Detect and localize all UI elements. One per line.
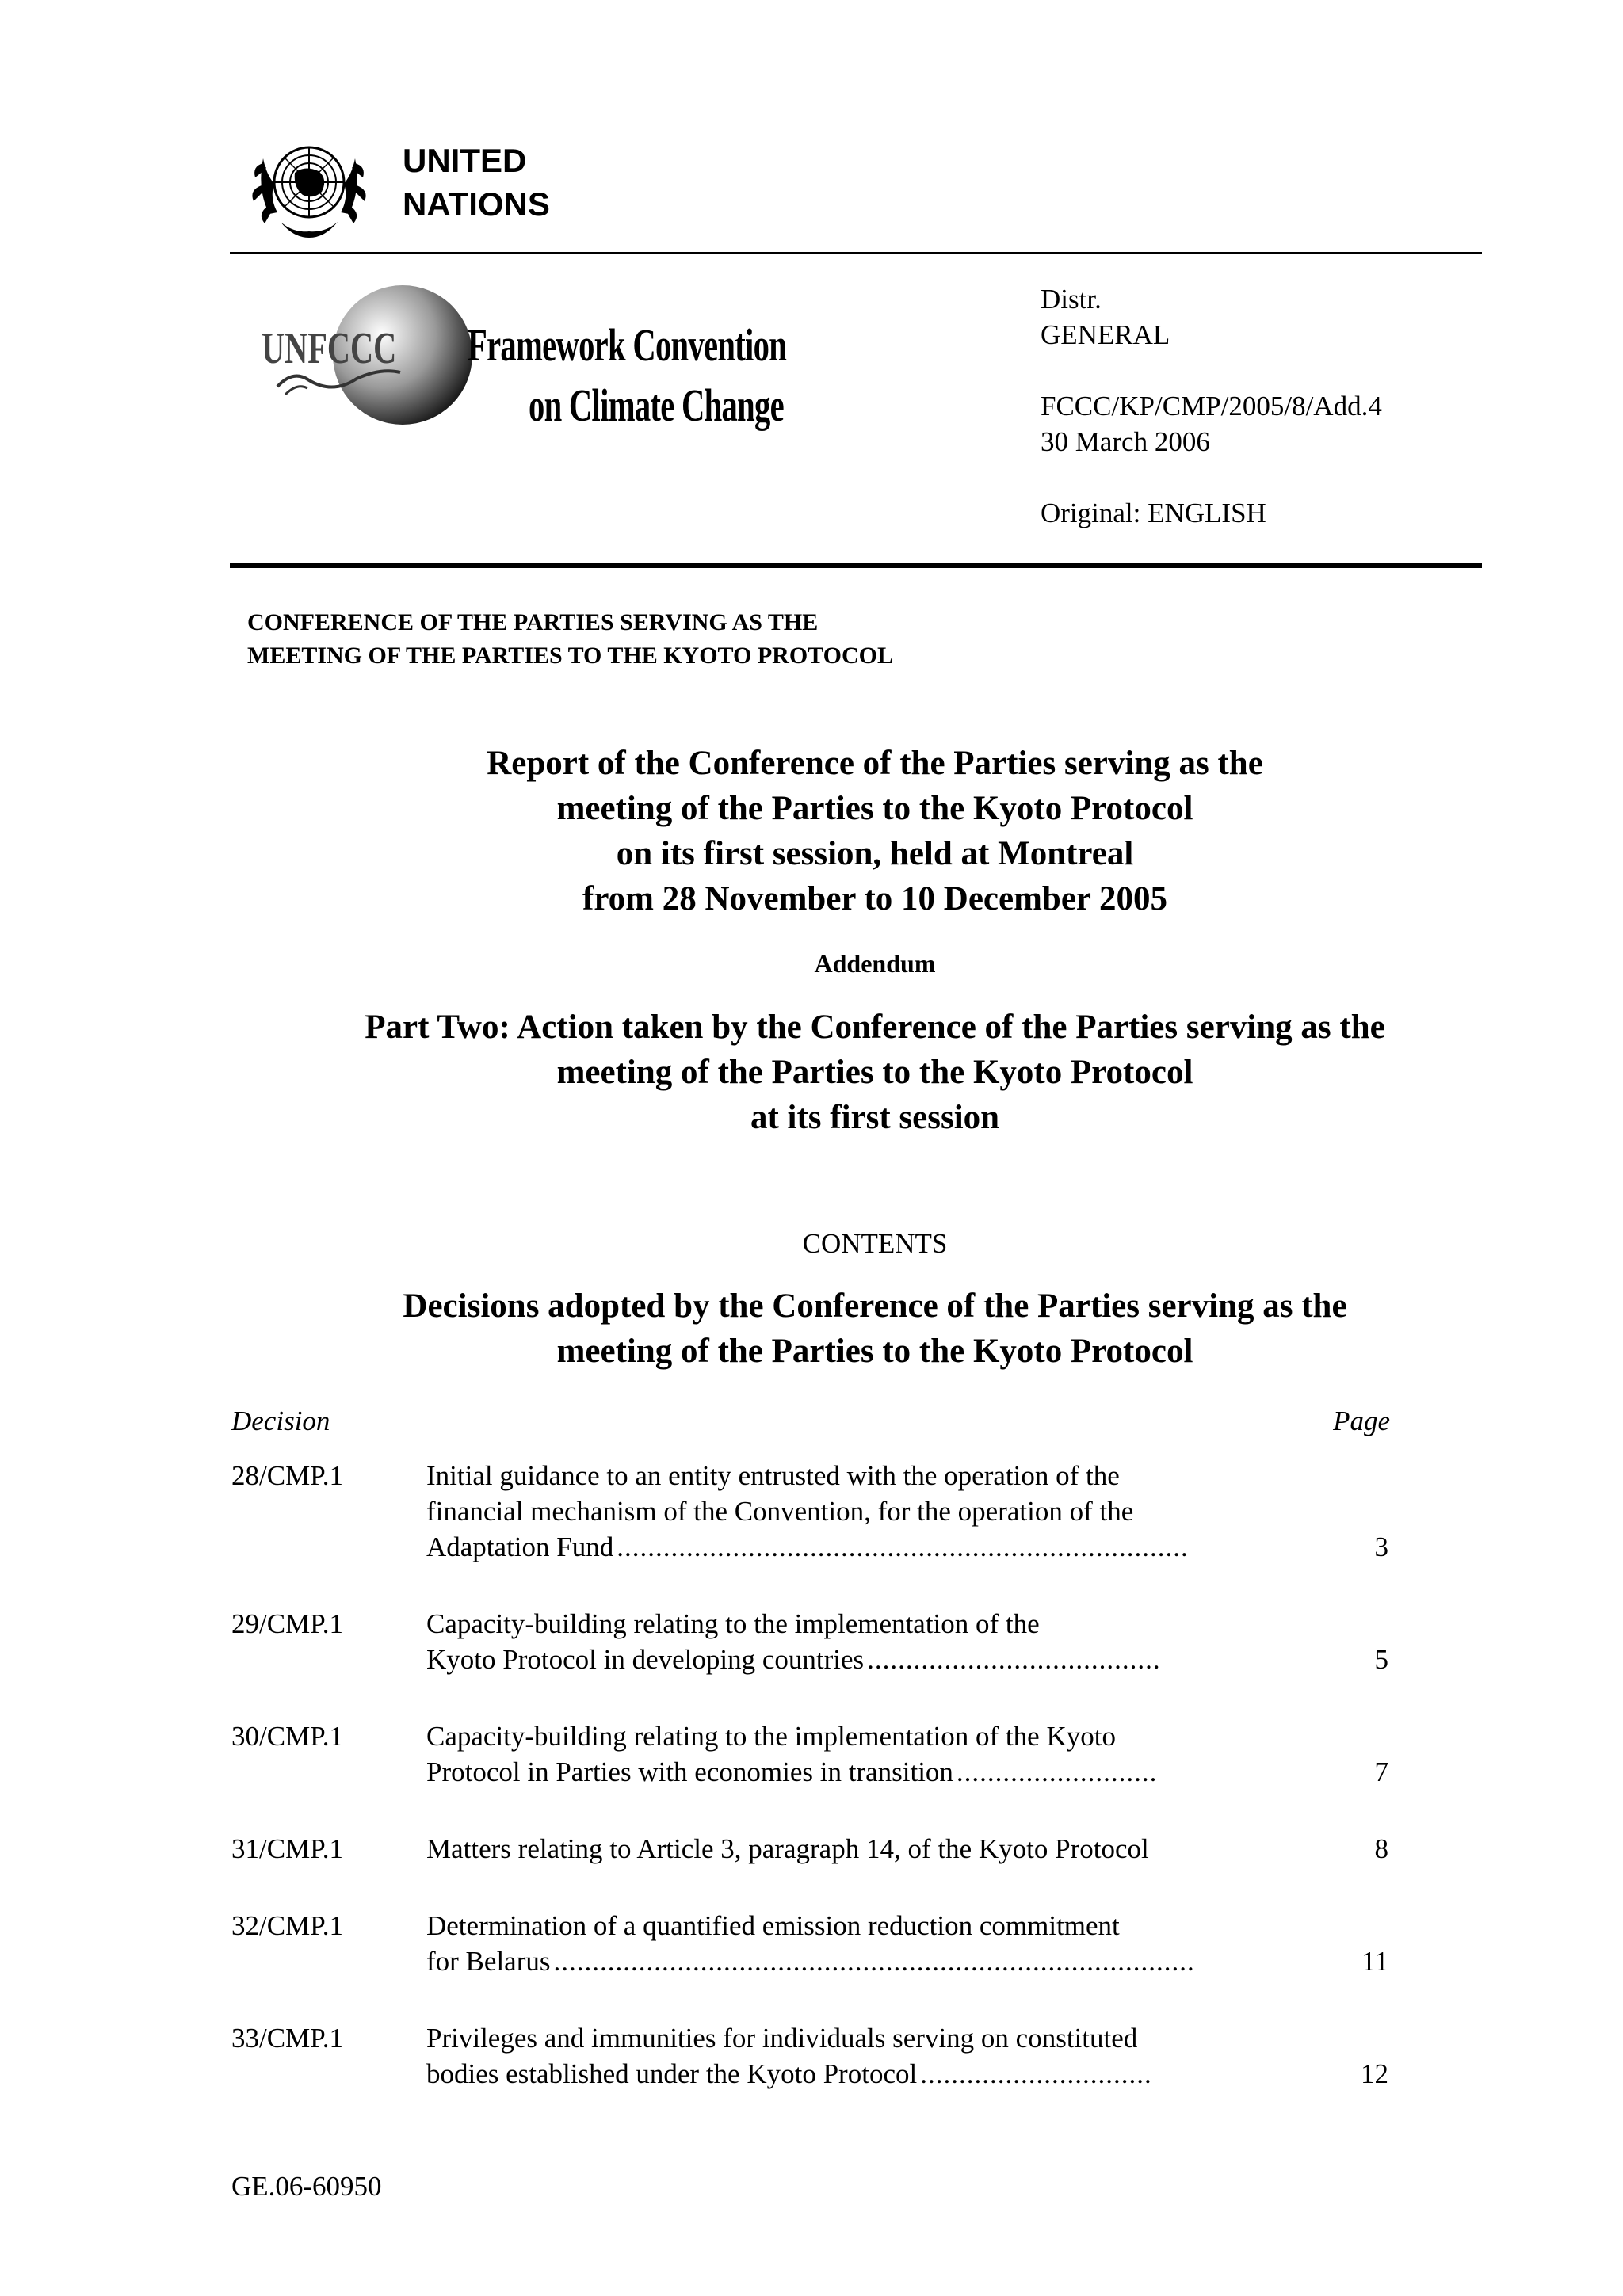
conference-heading-line2: MEETING OF THE PARTIES TO THE KYOTO PROTOCOL — [247, 643, 893, 669]
conference-heading — [247, 606, 893, 673]
decisions-title — [0, 1283, 1623, 1374]
page-number: 12 — [1361, 2058, 1388, 2089]
part-two-line1: Part Two: Action taken by the Conference of the Parties serving as the — [365, 1009, 1385, 1046]
distr-general: GENERAL — [1041, 319, 1170, 350]
un-name — [403, 139, 550, 226]
dot-leader: .......................... — [956, 1756, 1158, 1787]
decision-number: 29/CMP.1 — [231, 1608, 344, 1639]
decision-title — [426, 1458, 1219, 1565]
contents-row — [231, 1831, 1388, 1867]
unfccc-name-line2: on Climate Change — [529, 379, 784, 431]
decision-title-line: Adaptation Fund — [426, 1531, 614, 1562]
decision-title-line: Privileges and immunities for individuals serving on constituted — [426, 2023, 1138, 2054]
report-title — [0, 741, 1623, 921]
contents-row — [231, 1458, 1388, 1565]
decision-title — [426, 1831, 1219, 1867]
report-title-line3: on its first session, held at Montreal — [616, 835, 1134, 872]
decision-title-line: Capacity-building relating to the implementation of the — [426, 1608, 1040, 1639]
decision-title-line: Protocol in Parties with economies in transition — [426, 1756, 953, 1787]
decision-title-line: Determination of a quantified emission reduction commitment — [426, 1910, 1120, 1941]
column-header-page: Page — [1333, 1405, 1390, 1436]
decision-title-line: for Belarus — [426, 1946, 551, 1977]
decision-title-last-line — [426, 1831, 1219, 1867]
decision-title-line: financial mechanism of the Convention, for the operation of the — [426, 1496, 1134, 1527]
decision-title — [426, 1718, 1219, 1790]
page-number: 5 — [1374, 1644, 1388, 1675]
original-language: Original: ENGLISH — [1041, 498, 1266, 528]
un-name-line2: NATIONS — [403, 185, 550, 223]
decisions-title-line2: meeting of the Parties to the Kyoto Protocol — [556, 1333, 1193, 1370]
unfccc-name-line1: Framework Convention — [468, 319, 787, 371]
page-number: 11 — [1361, 1946, 1388, 1977]
report-title-line1: Report of the Conference of the Parties serving as the — [487, 745, 1263, 782]
decision-title-last-line — [426, 1529, 1219, 1565]
decision-title-last-line — [426, 2056, 1219, 2092]
decision-title-line: Initial guidance to an entity entrusted with the operation of the — [426, 1460, 1120, 1491]
dot-leader: ...................................... — [867, 1644, 1161, 1675]
contents-label: CONTENTS — [802, 1228, 948, 1259]
un-name-line1: UNITED — [403, 142, 527, 179]
page-number: 3 — [1374, 1531, 1388, 1562]
contents-row — [231, 1908, 1388, 1979]
contents-row — [231, 2020, 1388, 2092]
distribution-block — [1041, 281, 1382, 531]
unfccc-name — [468, 315, 786, 436]
column-header-decision: Decision — [231, 1405, 330, 1436]
decision-title-last-line — [426, 1943, 1219, 1979]
part-two-title — [0, 1005, 1623, 1140]
decision-title-line: bodies established under the Kyoto Protocol — [426, 2058, 918, 2089]
conference-heading-line1: CONFERENCE OF THE PARTIES SERVING AS THE — [247, 609, 819, 635]
contents-row — [231, 1718, 1388, 1790]
decision-title-last-line — [426, 1642, 1219, 1677]
decision-number: 32/CMP.1 — [231, 1910, 344, 1941]
dot-leader: .......................................................................... — [617, 1531, 1189, 1562]
header-rule-bottom — [230, 563, 1482, 568]
decision-title-line: Kyoto Protocol in developing countries — [426, 1644, 865, 1675]
unfccc-acronym: UNFCCC — [262, 323, 397, 373]
unfccc-logo — [262, 276, 483, 434]
dot-leader: ................................................................................... — [553, 1946, 1195, 1977]
distr-label: Distr. — [1041, 284, 1102, 315]
decision-title-last-line — [426, 1754, 1219, 1790]
decision-title — [426, 1908, 1219, 1979]
decision-number: 30/CMP.1 — [231, 1721, 344, 1752]
page-number: 8 — [1374, 1833, 1388, 1864]
decisions-title-line1: Decisions adopted by the Conference of the Parties serving as the — [403, 1287, 1347, 1325]
report-title-line4: from 28 November to 10 December 2005 — [582, 880, 1167, 917]
decision-title-line: Matters relating to Article 3, paragraph 14, of the Kyoto Protocol — [426, 1833, 1149, 1864]
document-date: 30 March 2006 — [1041, 426, 1210, 457]
decision-title-line: Capacity-building relating to the implementation of the Kyoto — [426, 1721, 1116, 1752]
page-number: 7 — [1374, 1756, 1388, 1787]
decision-title — [426, 2020, 1219, 2092]
decision-title — [426, 1606, 1219, 1677]
contents-table — [231, 1458, 1388, 2092]
report-title-line2: meeting of the Parties to the Kyoto Protocol — [556, 790, 1193, 827]
decision-number: 33/CMP.1 — [231, 2023, 344, 2054]
document-footer-code: GE.06-60950 — [231, 2171, 382, 2202]
part-two-line3: at its first session — [750, 1099, 1000, 1136]
header-rule-top — [230, 252, 1482, 254]
decision-number: 28/CMP.1 — [231, 1460, 344, 1491]
part-two-line2: meeting of the Parties to the Kyoto Protocol — [556, 1054, 1193, 1091]
addendum-label: Addendum — [814, 949, 936, 978]
decision-number: 31/CMP.1 — [231, 1833, 344, 1864]
contents-row — [231, 1606, 1388, 1677]
document-symbol: FCCC/KP/CMP/2005/8/Add.4 — [1041, 391, 1382, 421]
un-emblem-icon — [246, 127, 372, 246]
dot-leader: .............................. — [920, 2058, 1152, 2089]
